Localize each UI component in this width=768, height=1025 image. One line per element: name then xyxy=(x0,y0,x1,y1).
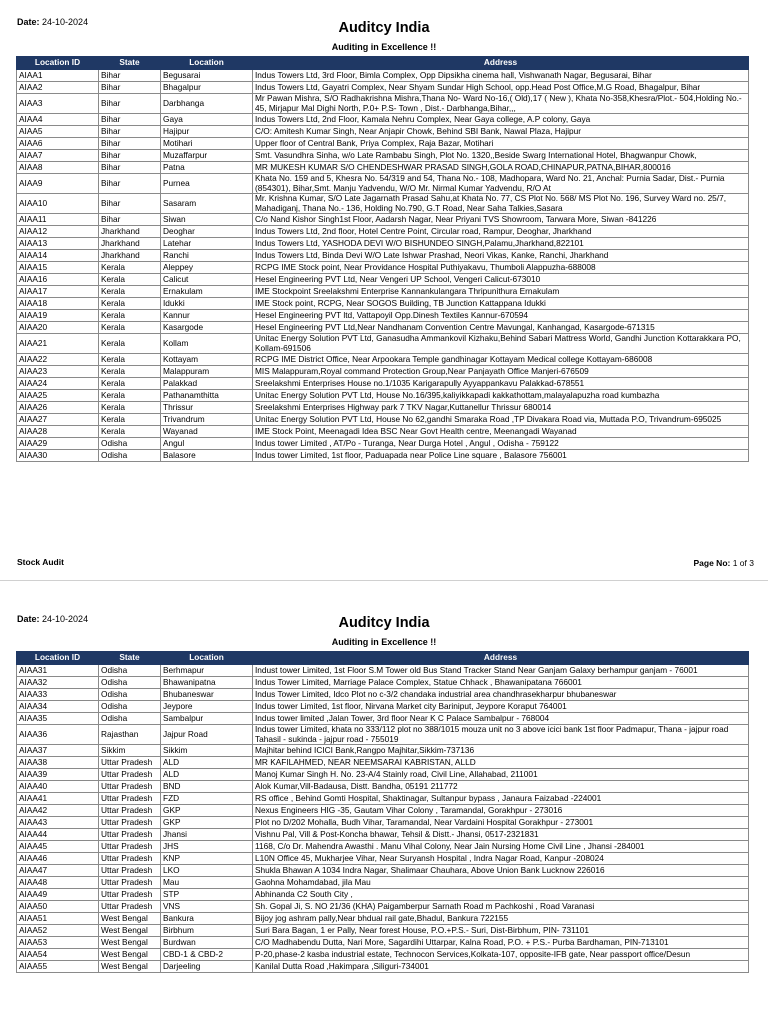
cell-address: RCPG IME District Office, Near Arpookara Temple gandhinagar Kottayam Medical college Kottayam-686008 xyxy=(253,354,749,366)
report-subtitle: Auditing in Excellence !! xyxy=(331,42,437,52)
cell-state: Jharkhand xyxy=(99,226,161,238)
cell-address: Bijoy jog ashram pally,Near bhdual rail gate,Bhadul, Bankura 722155 xyxy=(253,913,749,925)
cell-location-id: AIAA45 xyxy=(17,841,99,853)
cell-location-id: AIAA25 xyxy=(17,390,99,402)
report-title: Auditcy India xyxy=(338,20,430,36)
cell-state: Kerala xyxy=(99,390,161,402)
cell-address: IME Stockpoint Sreelakshmi Enterprise Kannankulangara Thripunithura Ernakulam xyxy=(253,286,749,298)
cell-location: CBD-1 & CBD-2 xyxy=(161,949,253,961)
cell-location-id: AIAA20 xyxy=(17,322,99,334)
table-row xyxy=(17,665,749,677)
table-row xyxy=(17,961,749,973)
cell-address: Hesel Engineering PVT Ltd,Near Nandhanam Convention Centre Mavungal, Kanhangad, Kasargode-671315 xyxy=(253,322,749,334)
cell-state: Bihar xyxy=(99,214,161,226)
cell-state: Jharkhand xyxy=(99,238,161,250)
cell-address: Unitac Energy Solution PVT Ltd, House No.16/395,kaliyikkapadi kakkathottam,malayalapuzha road kumbazha xyxy=(253,390,749,402)
cell-location-id: AIAA14 xyxy=(17,250,99,262)
cell-address: Gaohna Mohamdabad, jila Mau xyxy=(253,877,749,889)
cell-location-id: AIAA2 xyxy=(17,82,99,94)
cell-location-id: AIAA22 xyxy=(17,354,99,366)
column-header-location-id: Location ID xyxy=(17,57,99,70)
cell-location: Malappuram xyxy=(161,366,253,378)
table-row xyxy=(17,438,749,450)
column-header-address: Address xyxy=(253,57,749,70)
cell-location: Begusarai xyxy=(161,70,253,82)
cell-location: Kottayam xyxy=(161,354,253,366)
cell-location: Bankura xyxy=(161,913,253,925)
cell-state: West Bengal xyxy=(99,913,161,925)
cell-address: Indus Towers Ltd, 2nd floor, Hotel Centre Point, Circular road, Rampur, Deoghar, Jharkhand xyxy=(253,226,749,238)
table-row xyxy=(17,138,749,150)
table-row xyxy=(17,286,749,298)
cell-location: Thrissur xyxy=(161,402,253,414)
cell-location: VNS xyxy=(161,901,253,913)
cell-location: Hajipur xyxy=(161,126,253,138)
cell-address: Unitac Energy Solution PVT Ltd, Ganasudha Ammankovil Kizhaku,Behind Sabari Mattress World, Gandhi Junction Kottarakkara PO, Kollam-691506 xyxy=(253,334,749,354)
cell-location-id: AIAA17 xyxy=(17,286,99,298)
cell-state: Bihar xyxy=(99,94,161,114)
cell-state: Odisha xyxy=(99,450,161,462)
cell-location: FZD xyxy=(161,793,253,805)
table-row xyxy=(17,689,749,701)
cell-location: Jajpur Road xyxy=(161,725,253,745)
cell-state: Bihar xyxy=(99,138,161,150)
cell-location-id: AIAA37 xyxy=(17,745,99,757)
report-date: Date: 24-10-2024 xyxy=(17,17,89,27)
table-row xyxy=(17,769,749,781)
cell-state: Uttar Pradesh xyxy=(99,901,161,913)
table-row xyxy=(17,426,749,438)
cell-location-id: AIAA9 xyxy=(17,174,99,194)
cell-location-id: AIAA10 xyxy=(17,194,99,214)
cell-location-id: AIAA34 xyxy=(17,701,99,713)
table-row xyxy=(17,94,749,114)
cell-location-id: AIAA12 xyxy=(17,226,99,238)
cell-location-id: AIAA39 xyxy=(17,769,99,781)
cell-location: Sikkim xyxy=(161,745,253,757)
cell-location: Trivandrum xyxy=(161,414,253,426)
cell-location: Muzaffarpur xyxy=(161,150,253,162)
table-row xyxy=(17,781,749,793)
cell-location-id: AIAA47 xyxy=(17,865,99,877)
cell-location: Bhubaneswar xyxy=(161,689,253,701)
cell-address: Unitac Energy Solution PVT Ltd, House No 62,gandhi Smaraka Road ,TP Divakara Road via, Muttada P.O, Trivandrum-695025 xyxy=(253,414,749,426)
cell-location-id: AIAA46 xyxy=(17,853,99,865)
cell-state: Bihar xyxy=(99,194,161,214)
cell-state: Odisha xyxy=(99,689,161,701)
cell-state: Uttar Pradesh xyxy=(99,817,161,829)
table-row xyxy=(17,677,749,689)
cell-location-id: AIAA44 xyxy=(17,829,99,841)
cell-address: Abhinanda C2 South City , xyxy=(253,889,749,901)
cell-address: Indus tower Limited, 1st floor, Paduapada near Police Line square , Balasore 756001 xyxy=(253,450,749,462)
cell-state: Rajasthan xyxy=(99,725,161,745)
cell-location-id: AIAA50 xyxy=(17,901,99,913)
cell-state: Kerala xyxy=(99,262,161,274)
table-row xyxy=(17,226,749,238)
cell-location-id: AIAA18 xyxy=(17,298,99,310)
cell-state: Kerala xyxy=(99,354,161,366)
cell-location: ALD xyxy=(161,769,253,781)
table-row xyxy=(17,402,749,414)
cell-address: RCPG IME Stock point, Near Providance Hospital Puthiyakavu, Thumboli Alappuzha-688008 xyxy=(253,262,749,274)
cell-location-id: AIAA33 xyxy=(17,689,99,701)
cell-location-id: AIAA27 xyxy=(17,414,99,426)
table-row xyxy=(17,713,749,725)
cell-location: Darjeeling xyxy=(161,961,253,973)
cell-state: West Bengal xyxy=(99,961,161,973)
cell-address: Sreelakshmi Enterprises Highway park 7 TKV Nagar,Kuttanellur Thrissur 680014 xyxy=(253,402,749,414)
cell-address: Mr Pawan Mishra, S/O Radhakrishna Mishra,Thana No- Ward No-16,( Old),17 ( New ), Khata No-358,Khesra/Plot.- 504,Holding No.- 45, Mirjapur Mal Dighi North, P.0+ P.S- Town , Dist.- Darbhanga,Bihar,,, xyxy=(253,94,749,114)
cell-address: Indus Tower Limited, Marriage Palace Complex, Statue Chhack , Bhawanipatana 766001 xyxy=(253,677,749,689)
cell-state: Uttar Pradesh xyxy=(99,805,161,817)
cell-location: Kasargode xyxy=(161,322,253,334)
table-row xyxy=(17,937,749,949)
cell-state: Uttar Pradesh xyxy=(99,757,161,769)
cell-address: Khata No. 159 and 5, Khesra No. 54/319 and 54, Thana No.- 108, Madhopara, Ward No. 21, Anchal: Purnia Sadar, Dist.- Purnia (854301), Bihar,Smt. Manju Yadvendu, W/O Mr. Nirmal Kumar Yadvendu, R/O At xyxy=(253,174,749,194)
cell-location: Darbhanga xyxy=(161,94,253,114)
cell-address: Indus Tower Limited, Idco Plot no c-3/2 chandaka industrial area chandhrasekharpur bhubaneswar xyxy=(253,689,749,701)
cell-location-id: AIAA43 xyxy=(17,817,99,829)
cell-location: KNP xyxy=(161,853,253,865)
cell-location: Balasore xyxy=(161,450,253,462)
location-table xyxy=(16,651,749,973)
column-header-state: State xyxy=(99,57,161,70)
table-row xyxy=(17,310,749,322)
cell-state: Odisha xyxy=(99,713,161,725)
cell-location: JHS xyxy=(161,841,253,853)
cell-location-id: AIAA48 xyxy=(17,877,99,889)
table-row xyxy=(17,793,749,805)
cell-location: Purnea xyxy=(161,174,253,194)
cell-location-id: AIAA35 xyxy=(17,713,99,725)
cell-address: 1168, C/o Dr. Mahendra Awasthi . Manu Vihal Colony, Near Jain Nursing Home Civil Line , Jhansi -284001 xyxy=(253,841,749,853)
cell-location-id: AIAA19 xyxy=(17,310,99,322)
table-row xyxy=(17,126,749,138)
cell-location-id: AIAA28 xyxy=(17,426,99,438)
cell-location-id: AIAA32 xyxy=(17,677,99,689)
table-row xyxy=(17,913,749,925)
cell-location-id: AIAA5 xyxy=(17,126,99,138)
cell-state: Uttar Pradesh xyxy=(99,865,161,877)
table-row xyxy=(17,841,749,853)
cell-state: Odisha xyxy=(99,701,161,713)
cell-address: RS office , Behind Gomti Hospital, Shaktinagar, Sultanpur bypass , Janaura Faizabad -224001 xyxy=(253,793,749,805)
cell-state: Kerala xyxy=(99,334,161,354)
cell-address: Majhitar behind ICICI Bank,Rangpo Majhitar,Sikkim-737136 xyxy=(253,745,749,757)
cell-state: Kerala xyxy=(99,426,161,438)
location-table xyxy=(16,56,749,462)
cell-location: Idukki xyxy=(161,298,253,310)
cell-address: Indust tower Limited, 1st Floor S.M Tower old Bus Stand Tracker Stand Near Ganjam Galaxy berhampur ganjam - 76001 xyxy=(253,665,749,677)
cell-state: Kerala xyxy=(99,274,161,286)
cell-state: Kerala xyxy=(99,366,161,378)
cell-state: Bihar xyxy=(99,82,161,94)
cell-location: Burdwan xyxy=(161,937,253,949)
table-row xyxy=(17,366,749,378)
table-row xyxy=(17,334,749,354)
cell-state: Uttar Pradesh xyxy=(99,841,161,853)
cell-location: Kannur xyxy=(161,310,253,322)
cell-location: Palakkad xyxy=(161,378,253,390)
column-header-state: State xyxy=(99,652,161,665)
cell-location-id: AIAA53 xyxy=(17,937,99,949)
cell-address: Indus Towers Ltd, YASHODA DEVI W/O BISHUNDEO SINGH,Palamu,Jharkhand,822101 xyxy=(253,238,749,250)
cell-location-id: AIAA6 xyxy=(17,138,99,150)
cell-location-id: AIAA3 xyxy=(17,94,99,114)
cell-location-id: AIAA21 xyxy=(17,334,99,354)
table-row xyxy=(17,274,749,286)
cell-location-id: AIAA36 xyxy=(17,725,99,745)
cell-state: Kerala xyxy=(99,402,161,414)
table-row xyxy=(17,889,749,901)
cell-state: Sikkim xyxy=(99,745,161,757)
cell-state: Uttar Pradesh xyxy=(99,877,161,889)
cell-location: Sambalpur xyxy=(161,713,253,725)
table-row xyxy=(17,194,749,214)
table-row xyxy=(17,701,749,713)
column-header-location: Location xyxy=(161,652,253,665)
table-row xyxy=(17,949,749,961)
cell-address: Vishnu Pal, Vill & Post-Koncha bhawar, Tehsil & Distt.- Jhansi, 0517-2321831 xyxy=(253,829,749,841)
cell-state: Bihar xyxy=(99,126,161,138)
cell-address: Shukla Bhawan A 1034 Indra Nagar, Shalimaar Chauhara, Above Union Bank Lucknow 226016 xyxy=(253,865,749,877)
cell-address: C/O: Amitesh Kumar Singh, Near Anjapir Chowk, Behind SBI Bank, Nawal Plaza, Hajipur xyxy=(253,126,749,138)
table-row xyxy=(17,322,749,334)
cell-state: Bihar xyxy=(99,70,161,82)
cell-address: Nexus Engineers HIG -35, Gautam Vihar Colony , Taramandal, Gorakhpur - 273016 xyxy=(253,805,749,817)
cell-state: Bihar xyxy=(99,162,161,174)
cell-address: Alok Kumar,Vill-Badausa, Distt. Bandha, 05191 211772 xyxy=(253,781,749,793)
cell-location-id: AIAA40 xyxy=(17,781,99,793)
table-row xyxy=(17,865,749,877)
report-date: Date: 24-10-2024 xyxy=(17,614,89,624)
table-row xyxy=(17,82,749,94)
column-header-address: Address xyxy=(253,652,749,665)
cell-address: IME Stock point, RCPG, Near SOGOS Building, TB Junction Kattappana Idukki xyxy=(253,298,749,310)
cell-state: Odisha xyxy=(99,438,161,450)
table-row xyxy=(17,877,749,889)
table-row xyxy=(17,390,749,402)
table-row xyxy=(17,150,749,162)
cell-location: Motihari xyxy=(161,138,253,150)
cell-state: Bihar xyxy=(99,114,161,126)
table-row xyxy=(17,901,749,913)
cell-location: Patna xyxy=(161,162,253,174)
cell-location: Jhansi xyxy=(161,829,253,841)
report-title: Auditcy India xyxy=(338,615,430,631)
cell-address: Suri Bara Bagan, 1 er Pally, Near forest House, P.O.+P.S.- Suri, Dist-Birbhum, PIN- 731101 xyxy=(253,925,749,937)
table-row xyxy=(17,70,749,82)
cell-location-id: AIAA41 xyxy=(17,793,99,805)
cell-location: Pathanamthitta xyxy=(161,390,253,402)
cell-state: Kerala xyxy=(99,286,161,298)
cell-location-id: AIAA30 xyxy=(17,450,99,462)
cell-state: Jharkhand xyxy=(99,250,161,262)
cell-address: MIS Malappuram,Royal command Protection Group,Near Panjayath Office Manjeri-676509 xyxy=(253,366,749,378)
cell-location-id: AIAA7 xyxy=(17,150,99,162)
table-row xyxy=(17,725,749,745)
cell-location: LKO xyxy=(161,865,253,877)
table-row xyxy=(17,214,749,226)
cell-location: Gaya xyxy=(161,114,253,126)
cell-state: West Bengal xyxy=(99,949,161,961)
cell-location-id: AIAA38 xyxy=(17,757,99,769)
cell-state: West Bengal xyxy=(99,925,161,937)
cell-state: Kerala xyxy=(99,298,161,310)
cell-location-id: AIAA29 xyxy=(17,438,99,450)
cell-location: Calicut xyxy=(161,274,253,286)
cell-address: Smt. Vasundhra Sinha, w/o Late Rambabu Singh, Plot No. 1320,,Beside Swarg International Hotel, Bhagwanpur Chowk, xyxy=(253,150,749,162)
cell-state: Odisha xyxy=(99,677,161,689)
cell-state: Uttar Pradesh xyxy=(99,829,161,841)
cell-location-id: AIAA26 xyxy=(17,402,99,414)
cell-address: P-20,phase-2 kasba industrial estate, Technocon Services,Kolkata-107, opposite-IFB gate, Near passport office/Desun xyxy=(253,949,749,961)
cell-location-id: AIAA49 xyxy=(17,889,99,901)
cell-location: Ranchi xyxy=(161,250,253,262)
cell-address: L10N Office 45, Mukharjee Vihar, Near Suryansh Hospital , Indra Nagar Road, Kanpur -208024 xyxy=(253,853,749,865)
cell-address: MR KAFILAHMED, NEAR NEEMSARAI KABRISTAN, ALLD xyxy=(253,757,749,769)
table-row xyxy=(17,174,749,194)
cell-address: C/O Madhabendu Dutta, Nari More, Sagardihi Uttarpar, Kalna Road, P.O. + P.S.- Purba Bardhaman, PIN-713101 xyxy=(253,937,749,949)
cell-state: Kerala xyxy=(99,414,161,426)
table-row xyxy=(17,829,749,841)
cell-state: Bihar xyxy=(99,174,161,194)
cell-address: Indus Towers Ltd, Gayatri Complex, Near Shyam Sundar High School, opp.Head Post Office,M.G Road, Bhagalpur, Bihar xyxy=(253,82,749,94)
cell-address: Plot no D/202 Mohalla, Budh Vihar, Taramandal, Near Vardaini Hospital Gorakhpur - 273001 xyxy=(253,817,749,829)
cell-location: Mau xyxy=(161,877,253,889)
cell-location-id: AIAA31 xyxy=(17,665,99,677)
cell-location: Wayanad xyxy=(161,426,253,438)
cell-location-id: AIAA24 xyxy=(17,378,99,390)
cell-address: Manoj Kumar Singh H. No. 23-A/4 Stainly road, Civil Line, Allahabad, 211001 xyxy=(253,769,749,781)
cell-location: Angul xyxy=(161,438,253,450)
cell-address: Upper floor of Central Bank, Priya Complex, Raja Bazar, Motihari xyxy=(253,138,749,150)
cell-address: Kanilal Dutta Road ,Hakimpara ,Siliguri-734001 xyxy=(253,961,749,973)
cell-location: BND xyxy=(161,781,253,793)
table-row xyxy=(17,114,749,126)
cell-location-id: AIAA8 xyxy=(17,162,99,174)
cell-location-id: AIAA1 xyxy=(17,70,99,82)
cell-address: Indus tower Limited, khata no 333/112 plot no 388/1015 mouza unit no 3 above icici bank 1st floor Padmapur, Thana - jajpur road Tahasil - sukinda - jajpur road - 755019 xyxy=(253,725,749,745)
cell-address: MR MUKESH KUMAR S/O CHENDESHWAR PRASAD SINGH,GOLA ROAD,CHINAPUR,PATNA,BIHAR,800016 xyxy=(253,162,749,174)
cell-location-id: AIAA16 xyxy=(17,274,99,286)
cell-location: Ernakulam xyxy=(161,286,253,298)
cell-location-id: AIAA4 xyxy=(17,114,99,126)
cell-address: Hesel Engineering PVT Ltd, Near Vengeri UP School, Vengeri Calicut-673010 xyxy=(253,274,749,286)
cell-state: West Bengal xyxy=(99,937,161,949)
cell-address: Indus Towers Ltd, 2nd Floor, Kamala Nehru Complex, Near Gaya college, A.P colony, Gaya xyxy=(253,114,749,126)
cell-location-id: AIAA13 xyxy=(17,238,99,250)
cell-state: Bihar xyxy=(99,150,161,162)
cell-state: Uttar Pradesh xyxy=(99,769,161,781)
cell-location: Siwan xyxy=(161,214,253,226)
page-number: Page No: 1 of 3 xyxy=(693,558,754,568)
cell-state: Uttar Pradesh xyxy=(99,781,161,793)
table-row xyxy=(17,238,749,250)
table-row xyxy=(17,378,749,390)
cell-location: Deoghar xyxy=(161,226,253,238)
cell-address: Indus Towers Ltd, Binda Devi W/O Late Ishwar Prashad, Neori Vikas, Kanke, Ranchi, Jharkhand xyxy=(253,250,749,262)
cell-address: Mr. Krishna Kumar, S/O Late Jagarnath Prasad Sahu,at Khata No. 77, CS Plot No. 568/ MS Plot No. 196, Survey Ward no. 25/7, Mahadiganj, Thana No.- 136, Holding No.790, G.T Road, Near Saha Talkies,Sasara xyxy=(253,194,749,214)
cell-location-id: AIAA54 xyxy=(17,949,99,961)
cell-state: Kerala xyxy=(99,310,161,322)
cell-address: Indus Towers Ltd, 3rd Floor, Bimla Complex, Opp Dipsikha cinema hall, Vishwanath Nagar, Begusarai, Bihar xyxy=(253,70,749,82)
cell-location: Bhagalpur xyxy=(161,82,253,94)
cell-location: Bhawanipatna xyxy=(161,677,253,689)
table-row xyxy=(17,450,749,462)
cell-address: Indus tower Limited, 1st floor, Nirvana Market city Bariniput, Jeypore Koraput 764001 xyxy=(253,701,749,713)
footer-stock-audit: Stock Audit xyxy=(17,557,64,567)
cell-location-id: AIAA11 xyxy=(17,214,99,226)
report-page-2 xyxy=(0,580,768,1025)
cell-address: Indus tower limited ,Jalan Tower, 3rd floor Near K C Palace Sambalpur - 768004 xyxy=(253,713,749,725)
cell-location: Kollam xyxy=(161,334,253,354)
table-header-row xyxy=(17,57,749,70)
cell-location-id: AIAA55 xyxy=(17,961,99,973)
table-row xyxy=(17,757,749,769)
cell-location: GKP xyxy=(161,805,253,817)
table-row xyxy=(17,805,749,817)
cell-location-id: AIAA51 xyxy=(17,913,99,925)
table-row xyxy=(17,414,749,426)
cell-location: ALD xyxy=(161,757,253,769)
cell-location: Birbhum xyxy=(161,925,253,937)
cell-address: Sreelakshmi Enterprises House no.1/1035 Karigarapully Ayyappankavu Palakkad-678551 xyxy=(253,378,749,390)
table-row xyxy=(17,853,749,865)
cell-location: Latehar xyxy=(161,238,253,250)
column-header-location-id: Location ID xyxy=(17,652,99,665)
cell-state: Odisha xyxy=(99,665,161,677)
table-row xyxy=(17,925,749,937)
table-row xyxy=(17,250,749,262)
cell-address: Sh. Gopal Ji, S. NO 21/36 (KHA) Paigamberpur Sarnath Road m Pachkoshi , Road Varanasi xyxy=(253,901,749,913)
cell-address: IME Stock Point, Meenagadi Idea BSC Near Govt Health centre, Meenangadi Wayanad xyxy=(253,426,749,438)
cell-location-id: AIAA15 xyxy=(17,262,99,274)
cell-location: Sasaram xyxy=(161,194,253,214)
table-row xyxy=(17,817,749,829)
cell-location-id: AIAA23 xyxy=(17,366,99,378)
column-header-location: Location xyxy=(161,57,253,70)
table-header-row xyxy=(17,652,749,665)
cell-address: Hesel Engineering PVT ltd, Vattapoyil Opp.Dinesh Textiles Kannur-670594 xyxy=(253,310,749,322)
table-row xyxy=(17,262,749,274)
cell-location-id: AIAA42 xyxy=(17,805,99,817)
cell-state: Kerala xyxy=(99,378,161,390)
cell-address: Indus tower Limited , AT/Po - Turanga, Near Durga Hotel , Angul , Odisha - 759122 xyxy=(253,438,749,450)
cell-state: Uttar Pradesh xyxy=(99,853,161,865)
cell-state: Uttar Pradesh xyxy=(99,889,161,901)
cell-state: Kerala xyxy=(99,322,161,334)
cell-location: Aleppey xyxy=(161,262,253,274)
cell-location-id: AIAA52 xyxy=(17,925,99,937)
cell-address: C/o Nand Kishor Singh1st Floor, Aadarsh Nagar, Near Priyani TVS Showroom, Tarwara More, Siwan -841226 xyxy=(253,214,749,226)
table-row xyxy=(17,298,749,310)
cell-location: Berhmapur xyxy=(161,665,253,677)
report-subtitle: Auditing in Excellence !! xyxy=(331,637,437,647)
cell-location: STP xyxy=(161,889,253,901)
table-row xyxy=(17,745,749,757)
cell-state: Uttar Pradesh xyxy=(99,793,161,805)
cell-location: Jeypore xyxy=(161,701,253,713)
cell-location: GKP xyxy=(161,817,253,829)
table-row xyxy=(17,162,749,174)
table-row xyxy=(17,354,749,366)
